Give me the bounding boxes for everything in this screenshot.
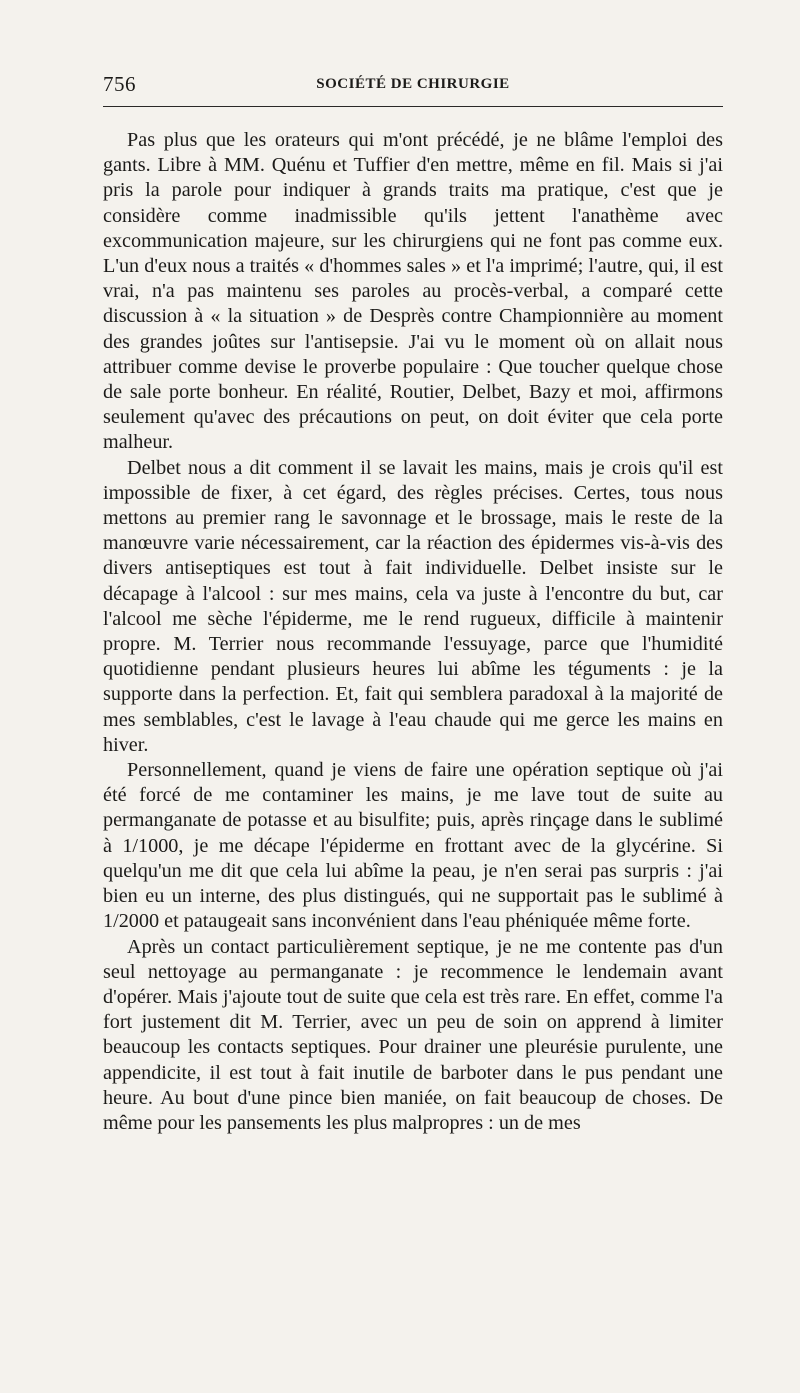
paragraph: Personnellement, quand je viens de faire une opération septique où j'ai été forcé de me contaminer les mains, je me lave tout de suite au permanganate de potasse et au bisulfite; puis, après rinçage dans le sublimé à 1/1000, je me décape l'épiderme en frottant avec de la glycérine. Si quelqu'un me dit que cela lui abîme la peau, je n'en serai pas surpris : j'ai bien eu un interne, des plus distingués, qui ne supportait pas le sublimé à 1/2000 et pataugeait sans inconvénient dans l'eau phéniquée même forte. bbox=[103, 759, 723, 933]
paragraph: Delbet nous a dit comment il se lavait les mains, mais je crois qu'il est impossible de fixer, à cet égard, des règles précises. Certes, tous nous mettons au premier rang le savonnage et le brossage, mais le reste de la manœuvre varie nécessairement, car la réaction des épidermes vis-à-vis des divers antiseptiques est tout à fait individuelle. Delbet insiste sur le décapage à l'alcool : sur mes mains, cela va juste à l'encontre du but, car l'alcool me sèche l'épiderme, me le rend rugueux, difficile à maintenir propre. M. Terrier nous recommande l'essuyage, parce que l'humidité quotidienne pendant plusieurs heures lui abîme les téguments : je la supporte dans la perfection. Et, fait qui semblera paradoxal à la majorité de mes semblables, c'est le lavage à l'eau chaude qui me gerce les mains en hiver. bbox=[103, 456, 723, 756]
paragraph: Après un contact particulièrement septique, je ne me contente pas d'un seul nettoyage au permanganate : je recommence le lendemain avant d'opérer. Mais j'ajoute tout de suite que cela est très rare. En effet, comme l'a fort justement dit M. Terrier, avec un peu de soin on apprend à limiter beaucoup les contacts septiques. Pour drainer une pleurésie purulente, une appendicite, il est tout à fait inutile de barboter dans le pus pendant une heure. Au bout d'une pince bien maniée, on fait beaucoup de choses. De même pour les pansements les plus malpropres : un de mes bbox=[103, 935, 723, 1134]
header-rule bbox=[103, 106, 723, 107]
page-header bbox=[103, 72, 723, 98]
body-text bbox=[103, 128, 723, 1136]
paragraph: Pas plus que les orateurs qui m'ont précédé, je ne blâme l'emploi des gants. Libre à MM. Quénu et Tuffier d'en mettre, même en fil. Mais si j'ai pris la parole pour indiquer à grands traits ma pratique, c'est que je considère comme inadmissible qu'ils jettent l'anathème avec excommunication majeure, sur les chirurgiens qui ne font pas comme eux. L'un d'eux nous a traités « d'hommes sales » et l'a imprimé; l'autre, qui, il est vrai, n'a pas maintenu ses paroles au procès-verbal, a comparé cette discussion à « la situation » de Desprès contre Championnière au moment des grandes joûtes sur l'antisepsie. J'ai vu le moment où on allait nous attribuer comme devise le proverbe populaire : Que toucher quelque chose de sale porte bonheur. En réalité, Routier, Delbet, Bazy et moi, affirmons seulement qu'avec des précautions on peut, on doit éviter que cela porte malheur. bbox=[103, 129, 723, 454]
page-number: 756 bbox=[103, 72, 136, 96]
running-title: SOCIÉTÉ DE CHIRURGIE bbox=[316, 76, 510, 92]
